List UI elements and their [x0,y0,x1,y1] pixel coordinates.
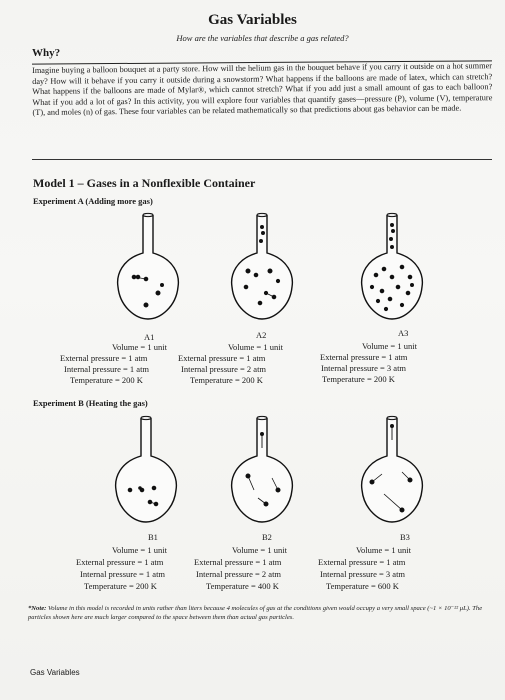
flask-a1-label: A1 [144,332,155,342]
b2-internal-pressure: Internal pressure = 2 atm [196,569,282,579]
b3-temperature: Temperature = 600 K [326,581,399,591]
a3-temperature: Temperature = 200 K [322,374,395,384]
note-text: Volume in this model is recorded in units rather than liters because 4 molecules of gas at the conditions given would occupy a very small space (~1 × 10⁻²² μL). The particles shown here are much larger compared to the space between them than actual gas particles. [28,605,483,621]
a1-volume: Volume = 1 unit [112,342,167,352]
flask-a3 [362,213,423,319]
b2-temperature: Temperature = 400 K [206,581,279,591]
flask-b1 [116,416,177,522]
b2-external-pressure: External pressure = 1 atm [194,557,282,567]
flask-a1 [118,213,179,319]
b3-volume: Volume = 1 unit [356,545,411,555]
b2-volume: Volume = 1 unit [232,545,287,555]
a3-volume: Volume = 1 unit [362,341,417,351]
flask-b3-label: B3 [400,532,410,542]
a3-external-pressure: External pressure = 1 atm [320,352,408,362]
a1-external-pressure: External pressure = 1 atm [60,353,148,363]
a1-internal-pressure: Internal pressure = 1 atm [64,364,150,374]
a2-temperature: Temperature = 200 K [190,375,263,385]
flask-a2-label: A2 [256,330,267,340]
a3-internal-pressure: Internal pressure = 3 atm [321,363,407,373]
flask-b2 [232,416,293,522]
b1-temperature: Temperature = 200 K [84,581,157,591]
experiment-a-label: Experiment A (Adding more gas) [33,196,153,206]
page-subtitle: How are the variables that describe a gas related? [176,33,349,43]
flask-b3 [362,416,423,522]
b1-volume: Volume = 1 unit [112,545,167,555]
note-prefix: *Note: [28,605,47,612]
flask-b2-label: B2 [262,532,272,542]
flask-b1-label: B1 [148,532,158,542]
page-title: Gas Variables [208,12,297,28]
why-heading: Why? [32,47,61,59]
b1-internal-pressure: Internal pressure = 1 atm [80,569,166,579]
volume-note [28,604,504,622]
model-title: Model 1 – Gases in a Nonflexible Container [33,176,256,190]
flask-a3-label: A3 [398,328,409,338]
a1-temperature: Temperature = 200 K [70,375,143,385]
footer-label: Gas Variables [30,668,80,677]
experiment-b-label: Experiment B (Heating the gas) [33,398,148,408]
b1-external-pressure: External pressure = 1 atm [76,557,164,567]
why-paragraph: Imagine buying a balloon bouquet at a party store. How will the helium gas in the bouquet behave if you carry it outside on a hot summer day? How will it behave if you carry it outside during a snowstorm? What happens if the balloons are made of latex, which can stretch? What happens if the balloons are made of Mylar®, which cannot stretch? What if you add just a small amount of gas to each balloon? What if you add a lot of gas? In this activity, you will explore four variables that quantify gases—pressure (P), volume (V), temperature (T), and moles (n) of gas. These four variables can be related mathematically so that predictions about gas behavior can be made. [32,61,493,117]
a2-internal-pressure: Internal pressure = 2 atm [181,364,267,374]
b3-internal-pressure: Internal pressure = 3 atm [320,569,406,579]
flask-a2 [232,213,293,319]
a2-external-pressure: External pressure = 1 atm [178,353,266,363]
b3-external-pressure: External pressure = 1 atm [318,557,406,567]
a2-volume: Volume = 1 unit [228,342,283,352]
